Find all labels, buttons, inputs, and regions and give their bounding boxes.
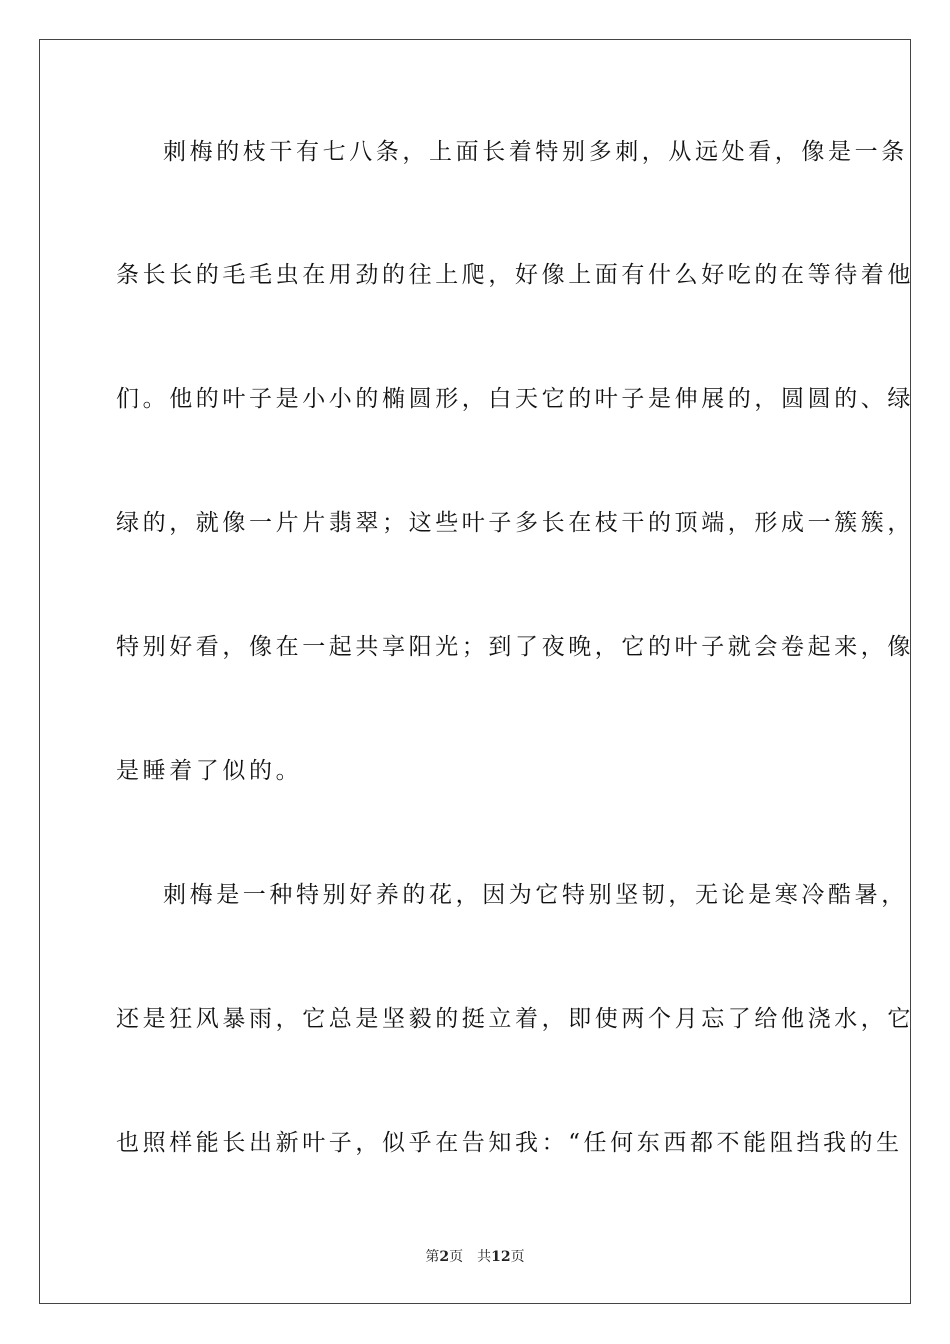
text-line: 刺梅是一种特别好养的花，因为它特别坚韧，无论是寒冷酷暑， [163, 882, 908, 908]
text-line: 刺梅的枝干有七八条，上面长着特别多刺，从远处看，像是一条 [163, 139, 908, 165]
page-suffix: 页 [449, 1249, 464, 1265]
total-pages: 12 [491, 1249, 511, 1265]
page-border [39, 39, 914, 1304]
text-line: 特别好看，像在一起共享阳光；到了夜晚，它的叶子就会卷起来，像 [116, 634, 914, 660]
page-number: 2 [439, 1249, 450, 1265]
total-prefix: 共 [477, 1249, 492, 1265]
total-suffix: 页 [510, 1249, 525, 1265]
page-prefix: 第 [425, 1249, 440, 1265]
text-line: 们。他的叶子是小小的椭圆形，白天它的叶子是伸展的，圆圆的、绿 [116, 386, 914, 412]
text-line: 条长长的毛毛虫在用劲的往上爬，好像上面有什么好吃的在等待着他 [116, 262, 914, 288]
page-footer [0, 1248, 950, 1266]
text-line: 是睡着了似的。 [116, 758, 303, 784]
text-line: 也照样能长出新叶子，似乎在告知我：“任何东西都不能阻挡我的生 [116, 1130, 903, 1156]
text-line: 还是狂风暴雨，它总是坚毅的挺立着，即使两个月忘了给他浇水，它 [116, 1006, 914, 1032]
text-line: 绿的，就像一片片翡翠；这些叶子多长在枝干的顶端，形成一簇簇， [116, 510, 914, 536]
